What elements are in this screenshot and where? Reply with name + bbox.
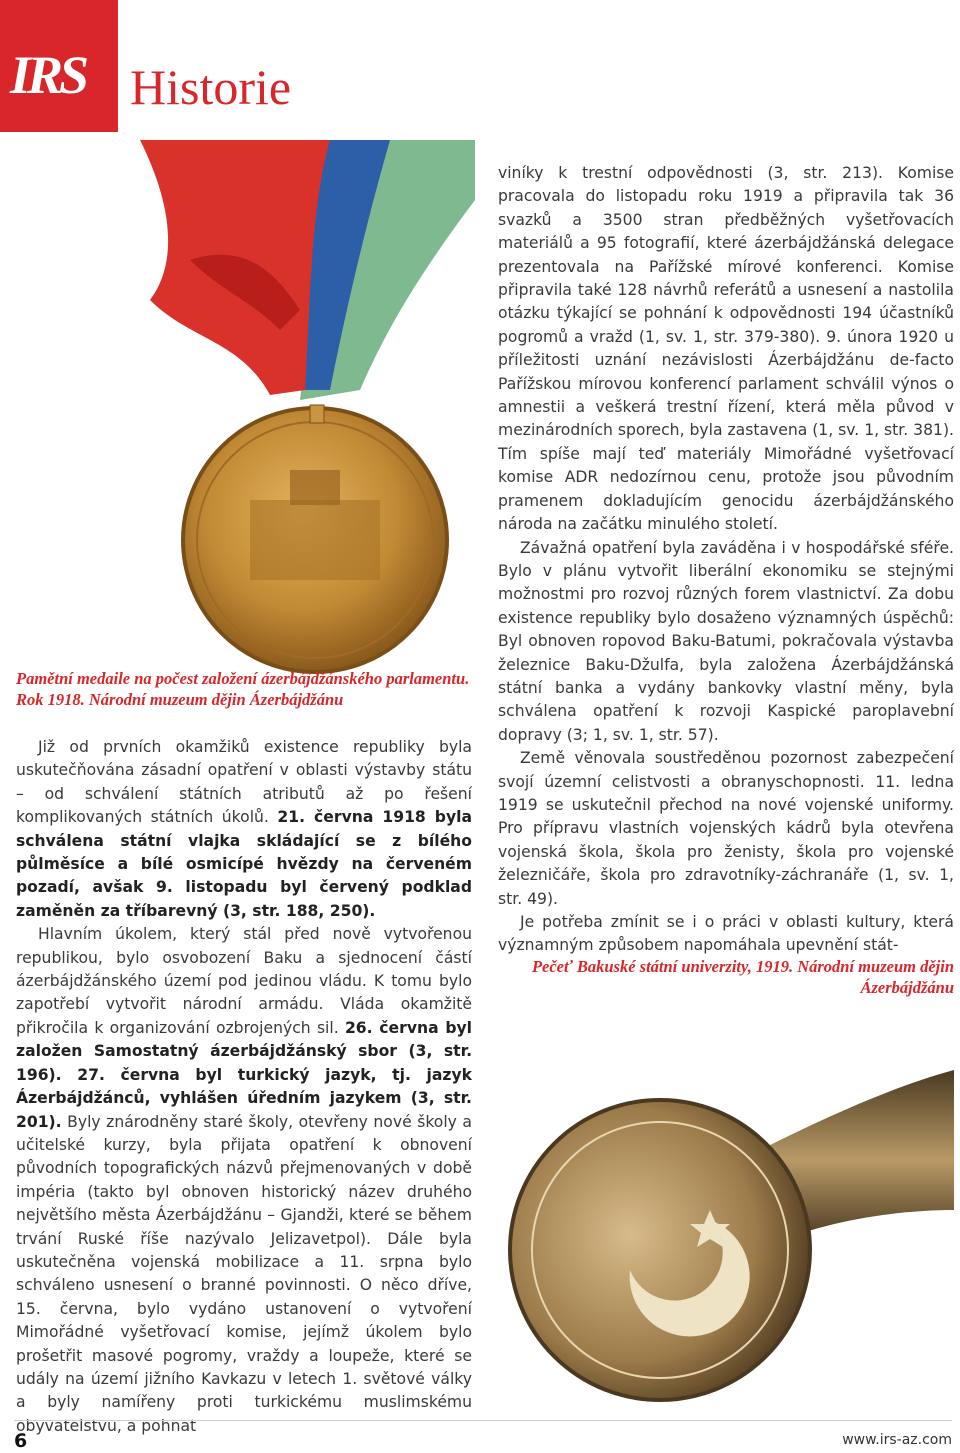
left-p1-text: Již od prvních okamžiků existence republiky byla uskutečňována zásadní opatření v oblasti výstavby státu – od schválení státních atributů až po řešení komplikovaných státních úkolů.: [16, 738, 472, 827]
left-p1-bold: 21. června 1918 byla schválena státní vlajka skládající se z bílého půlměsíce a bílé osmicípé hvězdy na červeném pozadí, avšak 9. listopadu byl červený podklad zaměněn za tříbarevný (3, str. 188, 250).: [16, 808, 472, 920]
left-p2-bold: 26. června byl založen Samostatný ázerbájdžánský sbor (3, str. 196). 27. června byl turkický jazyk, tj. jazyk Ázerbájdžánců, vyhlášen úředním jazykem (3, str. 201).: [16, 1018, 473, 1131]
footer-rule: [14, 1420, 952, 1421]
left-paragraph-2: [16, 923, 472, 1438]
page-number: 6: [14, 1430, 28, 1452]
footer-url[interactable]: www.irs-az.com: [842, 1432, 952, 1448]
irs-logo: [0, 0, 118, 132]
right-paragraph-2: Závažná opatření byla zaváděna i v hospodářské sféře. Bylo v plánu vytvořit liberální ekonomiku se stejnými možnostmi pro rozvoj různých forem vlastnictví. Za dobu existence republiky bylo dosaženo významných úspěchů: Byl obnoven ropovod Baku-Batumi, pokračovala výstavba železnice Baku-Džulfa, byla založena Ázerbájdžánská státní banka a vydány bankovky vlastní měny, byla schválena opatření k rozvoji Kaspické paroplavební dopravy (3; 1, sv. 1, str. 57).: [498, 538, 954, 744]
left-p2-text: Hlavním úkolem, který stál před nově vytvořenou republikou, bylo osvobození Baku a sjednocení částí ázerbájdžánského území pod jedinou vládu. K tomu bylo zapotřebí vytvořit národní armádu. Vláda okamžitě přikročila k organizování ozbrojených sil.: [16, 925, 472, 1037]
right-column: [498, 162, 954, 958]
medal-caption: Pamětní medaile na počest založení ázerbájdžánského parlamentu. Rok 1918. Národní muzeum dějin Ázerbájdžánu: [16, 669, 470, 709]
seal-photo: [480, 1010, 954, 1410]
left-paragraph-1: [16, 736, 472, 923]
medal-photo: [130, 140, 475, 675]
left-column: [16, 736, 472, 1438]
section-title: Historie: [130, 59, 292, 115]
right-paragraph-3: Země věnovala soustředěnou pozornost zabezpečení svojí územní celistvosti a obranyschopnosti. 11. ledna 1919 se uskutečnil přechod na nové vojenské uniformy. Pro přípravu vlastních vojenských kádrů byla otevřena vojenská škola, škola pro ženisty, škola pro vojenské železničáře, škola pro zdravotníky-záchranáře (1, sv. 1, str. 49).: [498, 749, 954, 908]
seal-caption: Pečeť Bakuské státní univerzity, 1919. Národní muzeum dějin Ázerbájdžánu: [531, 957, 954, 997]
left-p2-text-cont: Byly znárodněny staré školy, otevřeny nové školy a učitelské kurzy, byla přijata opatření k obnovení původních topografických názvů přejmenovaných v době impéria (takto byl obnoven historický název druhého největšího města Ázerbájdžánu – Gjandži, které se během trvání Ruské říše nazývalo Jelizavetpol). Dále byla uskutečněna vojenská mobilizace a 11. srpna bylo schváleno usnesení o branné povinnosti. O něco dříve, 15. června, bylo vydáno ustanovení o vytvoření Mimořádné vyšetřovací komise, jejímž úkolem bylo prošetřit masové pogromy, vraždy a loupeže, které se udály na území jižního Kavkazu v letech 1. světové války a byly namířeny proti turkickému muslimskému obyvatelstvu, a pohnat: [16, 1112, 472, 1435]
right-paragraph-1: viníky k trestní odpovědnosti (3, str. 213). Komise pracovala do listopadu roku 1919 a připravila tak 36 svazků a 3500 stran předběžných vyšetřovacích materiálů a 95 fotografií, které ázerbájdžánská delegace prezentovala na Pařížské mírové konferenci. Komise připravila také 128 návrhů referátů a usnesení a nastolila otázku týkající se pohnání k odpovědnosti 194 účastníků pogromů a vražd (1, sv. 1, str. 379-380). 9. února 1920 u příležitosti uznání nezávislosti Ázerbájdžánu de-facto Pařížskou mírovou konferencí parlament schválil výnos o amnestii a veškerá trestní řízení, která měla původ v mezinárodních sporech, byla zastavena (1, sv. 1, str. 381). Tím spíše mají teď materiály Mimořádné vyšetřovací komise ADR nedozírnou cenu, protože jsou původním pramenem dokladujícím genocidu ázerbájdžánského národa na začátku minulého století.: [498, 164, 954, 534]
right-paragraph-4: Je potřeba zmínit se i o práci v oblasti kultury, která významným způsobem napomáhala upevnění stát-: [498, 913, 954, 955]
logo-text: IRS: [10, 45, 86, 105]
